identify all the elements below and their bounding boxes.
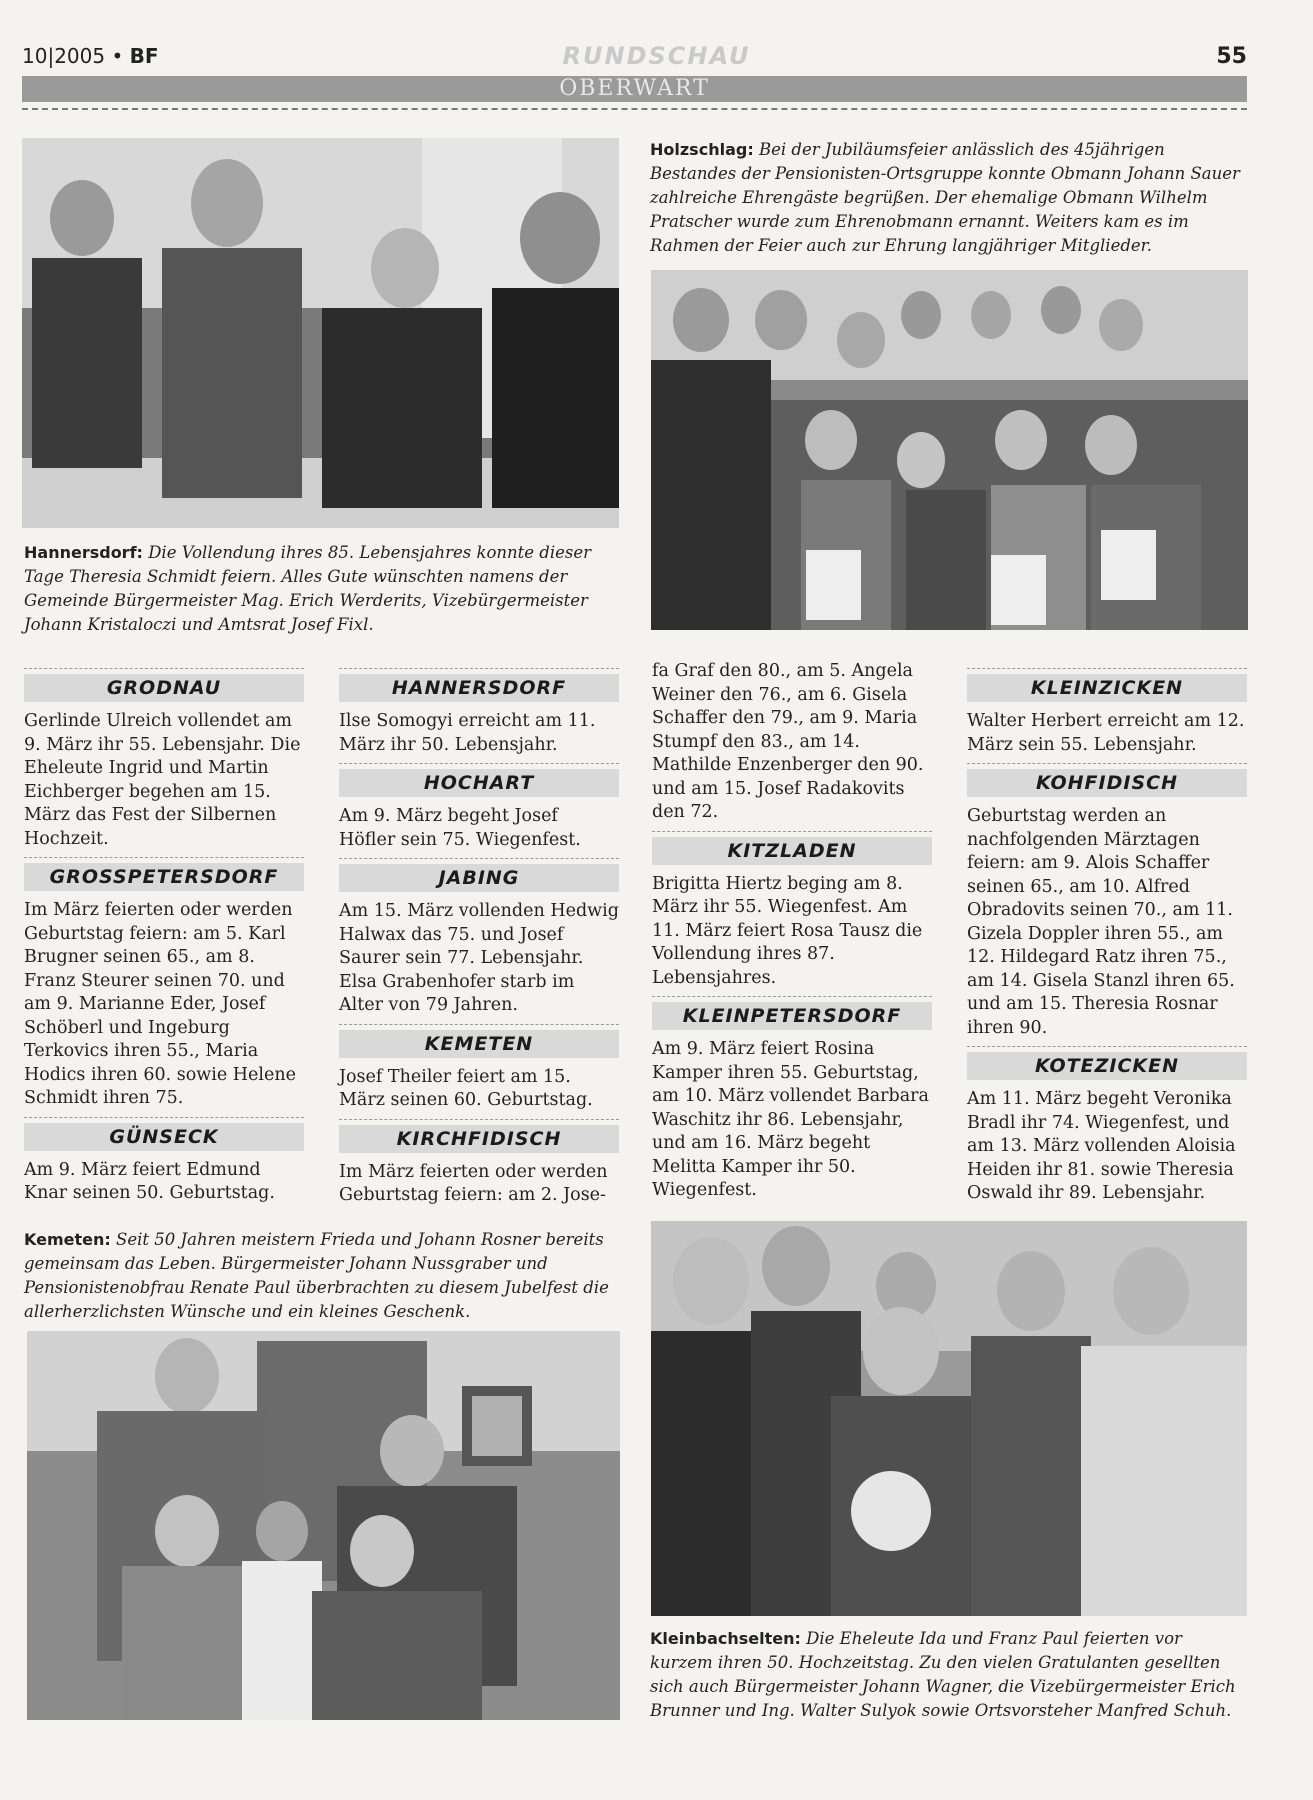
section-header-label: KIRCHFIDISCH xyxy=(339,1125,619,1153)
caption-place: Kemeten: xyxy=(24,1230,111,1249)
page-number: 55 xyxy=(1216,44,1247,69)
section-header-label: KOHFIDISCH xyxy=(967,769,1247,797)
section-header-grosspetersdorf xyxy=(24,857,304,891)
issue-bullet: • xyxy=(111,44,124,68)
notice-kitzladen: Brigitta Hiertz beging am 8. März ihr 55. Wiegenfest. Am 11. März feiert Rosa Tausz die Vollendung ihres 87. Lebensjahres. xyxy=(652,873,923,988)
photo-hannersdorf xyxy=(22,138,619,528)
section-header-label: KLEINZICKEN xyxy=(967,674,1247,702)
caption-text: Die Vollendung ihres 85. Lebensjahres konnte dieser Tage Theresia Schmidt feiern. Alles Gute wünschten namens der Gemeinde Bürgermeister Mag. Erich Werderits, Vizebürgermeister Johann Kristaloczi und Amtsrat Josef Fixl. xyxy=(24,543,591,634)
section-header-kotezicken xyxy=(967,1046,1247,1080)
caption-place: Holzschlag: xyxy=(650,140,754,159)
section-header-kitzladen xyxy=(652,831,932,865)
caption-text: Bei der Jubiläumsfeier anlässlich des 45jährigen Bestandes der Pensionisten-Ortsgruppe konnte Obmann Johann Sauer zahlreiche Ehrengäste begrüßen. Der ehemalige Obmann Wilhelm Pratscher wurde zum Ehrenobmann ernannt. Weiters kam es im Rahmen der Feier auch zur Ehrung langjähriger Mitglieder. xyxy=(650,140,1240,255)
photo-kemeten xyxy=(27,1331,620,1720)
section-header-kemeten xyxy=(339,1024,619,1058)
publication-name: BF xyxy=(129,44,159,68)
notice-kohfidisch: Geburtstag werden an nachfolgenden Märztagen feiern: am 9. Alois Schaffer seinen 65., am 10. Alfred Obradovits seinen 70., am 11. Gizela Doppler ihren 55., am 12. Hildegard Ratz ihren 75., am 14. Gisela Stanzl ihren 65. und am 15. Theresia Rosnar ihren 90. xyxy=(967,806,1235,1038)
section-header-label: KEMETEN xyxy=(339,1030,619,1058)
column-3 xyxy=(652,661,932,1207)
column-4 xyxy=(967,668,1247,1210)
notice-kirchfidisch-continued: fa Graf den 80., am 5. Angela Weiner den 76., am 6. Gisela Schaffer den 79., am 9. Maria Stumpf den 83., am 14. Mathilde Enzenberger den 90. und am 15. Josef Radakovits den 72. xyxy=(652,661,924,822)
notice-guenseck: Am 9. März feiert Edmund Knar seinen 50. Geburtstag. xyxy=(24,1159,275,1203)
section-header-label: HANNERSDORF xyxy=(339,674,619,702)
section-header-jabing xyxy=(339,858,619,892)
notice-grodnau: Gerlinde Ulreich vollendet am 9. März ihr 55. Lebensjahr. Die Eheleute Ingrid und Martin Eichberger begehen am 15. März das Fest der Silbernen Hochzeit. xyxy=(24,711,301,849)
photo-holzschlag xyxy=(651,270,1248,630)
section-header-kohfidisch xyxy=(967,763,1247,797)
rubric-title: RUNDSCHAU xyxy=(562,42,751,70)
notice-jabing: Am 15. März vollenden Hedwig Halwax das 75. und Josef Saurer sein 77. Lebensjahr. Elsa Grabenhofer starb im Alter von 79 Jahren. xyxy=(339,901,619,1015)
notice-kemeten: Josef Theiler feiert am 15. März seinen 60. Geburtstag. xyxy=(339,1066,593,1110)
section-header-kirchfidisch xyxy=(339,1119,619,1153)
notice-kleinzicken: Walter Herbert erreicht am 12. März sein 55. Lebensjahr. xyxy=(967,711,1245,755)
caption-hannersdorf xyxy=(24,541,620,637)
section-title: OBERWART xyxy=(559,76,710,101)
notice-kotezicken: Am 11. März begeht Veronika Bradl ihr 74. Wiegenfest, und am 13. März vollenden Aloisia Heiden ihr 81. sowie Theresia Oswald ihr 89. Lebensjahr. xyxy=(967,1089,1236,1203)
notice-grosspetersdorf: Im März feierten oder werden Geburtstag feiern: am 5. Karl Brugner seinen 65., am 8. Franz Steurer seinen 70. und am 9. Marianne Eder, Josef Schöberl und Ingeburg Terkovics ihren 55., Maria Hodics ihren 60. sowie Helene Schmidt ihren 75. xyxy=(24,900,296,1108)
issue-number: 10|2005 xyxy=(22,44,106,68)
caption-holzschlag xyxy=(650,138,1248,258)
section-header-hochart xyxy=(339,763,619,797)
caption-text: Seit 50 Jahren meistern Frieda und Johann Rosner bereits gemeinsam das Leben. Bürgermeister Johann Nussgraber und Pensionistenobfrau Renate Paul überbrachten zu diesem Jubelfest die allerherzlichsten Wünsche und ein kleines Geschenk. xyxy=(24,1230,609,1321)
column-2 xyxy=(339,668,619,1212)
section-header-label: GROSSPETERSDORF xyxy=(24,863,304,891)
section-header-label: KLEINPETERSDORF xyxy=(652,1002,932,1030)
section-header-label: GRODNAU xyxy=(24,674,304,702)
photo-kleinbachselten xyxy=(651,1221,1247,1616)
section-header-grodnau xyxy=(24,668,304,702)
caption-kleinbachselten xyxy=(650,1627,1248,1723)
caption-text: Die Eheleute Ida und Franz Paul feierten vor kurzem ihren 50. Hochzeitstag. Zu den vielen Gratulanten gesellten sich auch Bürgermeister Johann Wagner, die Vizebürgermeister Erich Brunner und Ing. Walter Sulyok sowie Ortsvorsteher Manfred Schuh. xyxy=(650,1629,1236,1720)
section-header-label: JABING xyxy=(339,864,619,892)
section-header-kleinpetersdorf xyxy=(652,996,932,1030)
section-header-hannersdorf xyxy=(339,668,619,702)
notice-kirchfidisch: Im März feierten oder werden Geburtstag feiern: am 2. Jose- xyxy=(339,1161,608,1205)
caption-place: Hannersdorf: xyxy=(24,543,143,562)
notice-kleinpetersdorf: Am 9. März feiert Rosina Kamper ihren 55. Geburtstag, am 10. März vollendet Barbara Waschitz ihr 86. Lebensjahr, und am 16. März begeht Melitta Kamper ihr 50. Wiegenfest. xyxy=(652,1039,929,1200)
section-header-label: HOCHART xyxy=(339,769,619,797)
section-header-kleinzicken xyxy=(967,668,1247,702)
notice-hannersdorf: Ilse Somogyi erreicht am 11. März ihr 50. Lebensjahr. xyxy=(339,711,596,755)
section-header-label: GÜNSECK xyxy=(24,1123,304,1151)
notice-hochart: Am 9. März begeht Josef Höfler sein 75. Wiegenfest. xyxy=(339,806,581,850)
header-divider xyxy=(22,108,1247,110)
section-header-label: KOTEZICKEN xyxy=(967,1052,1247,1080)
caption-place: Kleinbachselten: xyxy=(650,1629,801,1648)
column-1 xyxy=(24,668,304,1210)
section-header-label: KITZLADEN xyxy=(652,837,932,865)
section-header-guenseck xyxy=(24,1117,304,1151)
issue-label xyxy=(22,44,159,68)
caption-kemeten xyxy=(24,1228,620,1324)
